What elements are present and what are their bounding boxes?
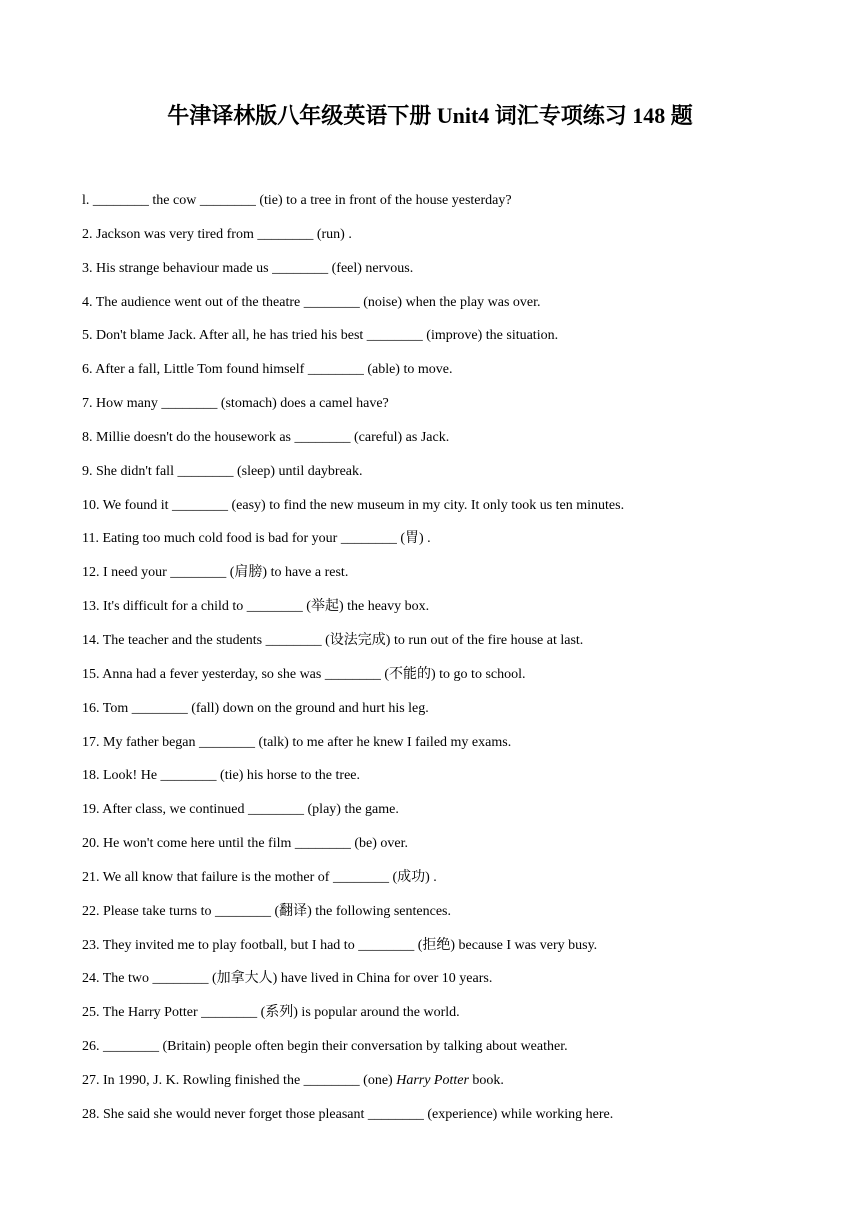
question-item-4: [82, 292, 782, 326]
question-text: 18. Look! He ________ (tie) his horse to the tree.: [82, 768, 360, 784]
question-item-17: [82, 732, 782, 766]
question-item-2: [82, 224, 782, 258]
question-text: 4. The audience went out of the theatre ________ (noise) when the play was over.: [82, 294, 541, 310]
question-text: 13. It's difficult for a child to ________ (举起) the heavy box.: [82, 599, 430, 615]
question-text: 14. The teacher and the students ________ (设法完成) to run out of the fire house at last.: [82, 632, 584, 648]
question-item-9: [82, 461, 782, 495]
question-item-7: [82, 393, 782, 427]
question-text: 26. ________ (Britain) people often begin their conversation by talking about weather.: [82, 1039, 568, 1055]
question-item-11: [82, 528, 782, 562]
question-item-8: [82, 427, 782, 461]
question-text: 12. I need your ________ (肩膀) to have a rest.: [82, 565, 349, 581]
question-text: 8. Millie doesn't do the housework as ________ (careful) as Jack.: [82, 429, 450, 445]
question-text: l. ________ the cow ________ (tie) to a tree in front of the house yesterday?: [82, 193, 512, 208]
question-item-24: [82, 968, 782, 1002]
question-item-28: [82, 1104, 782, 1138]
question-text: 16. Tom ________ (fall) down on the ground and hurt his leg.: [82, 700, 429, 716]
question-item-12: [82, 562, 782, 596]
question-item-19: [82, 799, 782, 833]
question-text: 23. They invited me to play football, but I had to ________ (拒绝) because I was very busy.: [82, 937, 598, 953]
question-text: 6. After a fall, Little Tom found himself ________ (able) to move.: [82, 362, 453, 378]
question-text: 21. We all know that failure is the mother of ________ (成功) .: [82, 869, 437, 885]
question-item-6: [82, 359, 782, 393]
question-item-23: [82, 935, 782, 969]
question-item-26: [82, 1036, 782, 1070]
question-item-20: [82, 833, 782, 867]
question-text: 10. We found it ________ (easy) to find the new museum in my city. It only took us ten minutes.: [82, 497, 625, 513]
question-item-14: [82, 630, 782, 664]
question-text: 20. He won't come here until the film ________ (be) over.: [82, 836, 408, 852]
question-text: 19. After class, we continued ________ (play) the game.: [82, 802, 399, 818]
question-text: 25. The Harry Potter ________ (系列) is popular around the world.: [82, 1005, 460, 1021]
page-title: 牛津译林版八年级英语下册 Unit4 词汇专项练习 148 题: [167, 103, 693, 128]
question-text: 2. Jackson was very tired from ________ (run) .: [82, 226, 352, 242]
question-item-10: [82, 495, 782, 529]
question-text: 9. She didn't fall ________ (sleep) until daybreak.: [82, 463, 363, 479]
question-item-13: [82, 596, 782, 630]
question-item-25: [82, 1002, 782, 1036]
question-item-3: [82, 258, 782, 292]
question-item-18: [82, 765, 782, 799]
question-text: 7. How many ________ (stomach) does a camel have?: [82, 396, 389, 412]
question-item-27: [82, 1070, 782, 1104]
question-item-22: [82, 901, 782, 935]
question-text-end: book.: [468, 1072, 504, 1088]
question-item-5: [82, 325, 782, 359]
question-text: 28. She said she would never forget those pleasant ________ (experience) while working here.: [82, 1106, 614, 1122]
italic-book-title: Harry Potter: [396, 1072, 469, 1088]
question-item-16: [82, 698, 782, 732]
question-text: 24. The two ________ (加拿大人) have lived in China for over 10 years.: [82, 971, 493, 987]
question-item-15: [82, 664, 782, 698]
question-text: 17. My father began ________ (talk) to me after he knew I failed my exams.: [82, 734, 512, 750]
question-item-1: [82, 190, 782, 224]
question-text-start: 27. In 1990, J. K. Rowling finished the ________ (one): [82, 1072, 397, 1088]
question-text: 3. His strange behaviour made us ________ (feel) nervous.: [82, 260, 414, 276]
question-text: [82, 1073, 504, 1088]
question-text: 22. Please take turns to ________ (翻译) the following sentences.: [82, 903, 451, 919]
question-list: [82, 190, 782, 1138]
question-text: 5. Don't blame Jack. After all, he has tried his best ________ (improve) the situation.: [82, 328, 559, 344]
question-text: 11. Eating too much cold food is bad for your ________ (胃) .: [82, 531, 431, 547]
question-item-21: [82, 867, 782, 901]
question-text: 15. Anna had a fever yesterday, so she was ________ (不能的) to go to school.: [82, 666, 526, 682]
